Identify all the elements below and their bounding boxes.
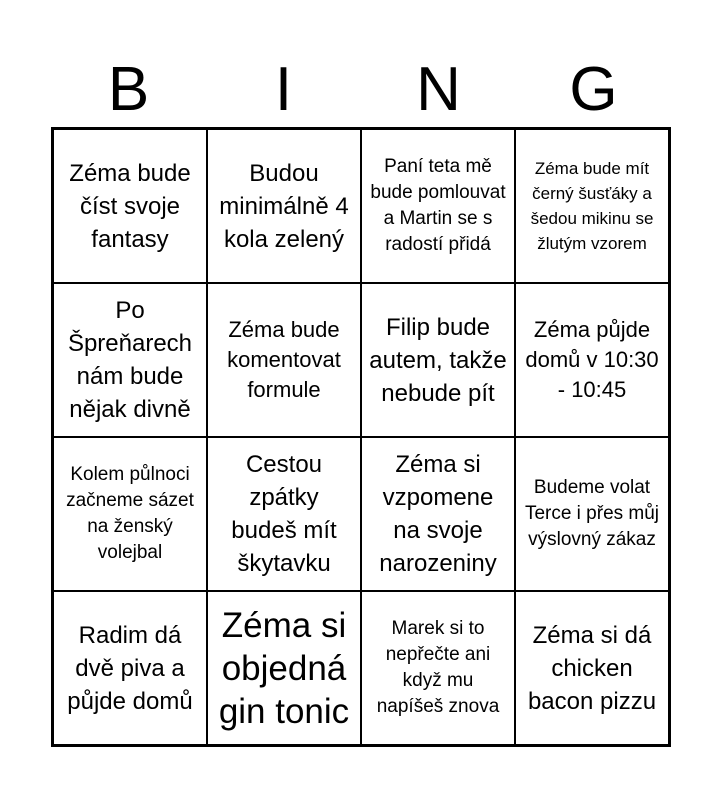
header-letter-b: B bbox=[107, 55, 150, 124]
bingo-cell[interactable] bbox=[361, 437, 515, 591]
cell-text: Paní teta mě bude pomlouvat a Martin se s radostí přidá bbox=[370, 156, 506, 255]
bingo-card-grid bbox=[51, 127, 671, 747]
cell-text: Budeme volat Terce i přes můj výslovný zákaz bbox=[524, 477, 660, 550]
bingo-cell[interactable] bbox=[53, 283, 207, 437]
bingo-cell[interactable] bbox=[53, 129, 207, 283]
cell-text: Zéma bude číst svoje fantasy bbox=[69, 159, 191, 253]
bingo-cell[interactable] bbox=[361, 283, 515, 437]
bingo-cell[interactable] bbox=[361, 129, 515, 283]
bingo-header bbox=[51, 48, 671, 128]
cell-text: Zéma si objedná gin tonic bbox=[218, 605, 350, 731]
cell-text: Zéma si vzpomene na svoje narozeniny bbox=[379, 451, 497, 577]
cell-text: Zéma bude mít černý šusťáky a šedou mikinu se žlutým vzorem bbox=[530, 159, 654, 253]
bingo-cell[interactable] bbox=[515, 437, 669, 591]
cell-text: Filip bude autem, takže nebude pít bbox=[369, 313, 507, 407]
cell-text: Zéma půjde domů v 10:30 - 10:45 bbox=[525, 317, 659, 402]
cell-text: Kolem půlnoci začneme sázet na ženský volejbal bbox=[66, 464, 194, 563]
bingo-cell[interactable] bbox=[361, 591, 515, 745]
bingo-cell[interactable] bbox=[207, 283, 361, 437]
header-letter-g: G bbox=[569, 55, 618, 124]
header-letter-n: N bbox=[416, 55, 461, 124]
cell-text: Budou minimálně 4 kola zelený bbox=[219, 159, 349, 253]
header-letter-i: I bbox=[274, 55, 293, 124]
bingo-cell[interactable] bbox=[515, 283, 669, 437]
bingo-cell[interactable] bbox=[515, 129, 669, 283]
bingo-cell[interactable] bbox=[53, 591, 207, 745]
cell-text: Cestou zpátky budeš mít škytavku bbox=[231, 451, 337, 577]
bingo-cell[interactable] bbox=[53, 437, 207, 591]
cell-text: Zéma si dá chicken bacon pizzu bbox=[527, 621, 657, 715]
cell-text: Radim dá dvě piva a půjde domů bbox=[67, 621, 193, 715]
bingo-cell[interactable] bbox=[207, 129, 361, 283]
cell-text: Po Špreňarech nám bude nějak divně bbox=[67, 297, 193, 423]
bingo-cell[interactable] bbox=[207, 591, 361, 745]
bingo-cell[interactable] bbox=[207, 437, 361, 591]
bingo-cell[interactable] bbox=[515, 591, 669, 745]
cell-text: Zéma bude komentovat formule bbox=[227, 317, 341, 402]
cell-text: Marek si to nepřečte ani když mu napíšeš znova bbox=[376, 618, 500, 717]
